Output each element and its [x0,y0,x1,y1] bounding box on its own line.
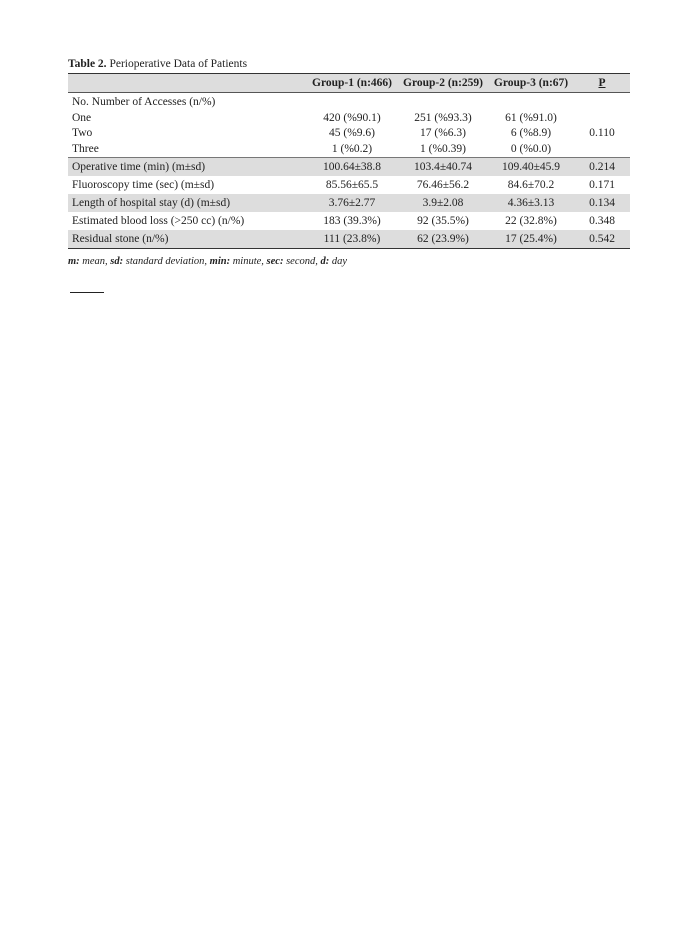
cell-group-2: 76.46±56.2 [416,179,470,191]
table-row [68,194,630,212]
table-footnote [68,255,630,269]
table-caption [68,56,630,72]
cell-group-1: 183 (39.3%) [323,215,381,227]
cell-group-1: 100.64±38.8 [306,158,398,177]
row-label: Two [72,127,93,139]
accesses-title: No. Number of Accesses (n/%) [72,96,216,108]
footnote-desc: standard deviation, [123,256,210,267]
cell-group-2: 92 (35.5%) [417,215,469,227]
table-row [68,142,630,158]
header-group-2: Group-2 (n:259) [398,74,488,93]
row-label: Fluoroscopy time (sec) (m±sd) [72,179,215,191]
cell-p: 0.214 [574,158,630,177]
row-label: Estimated blood loss (>250 cc) (n/%) [72,215,245,227]
cell-group-3: 22 (32.8%) [505,215,557,227]
table-row [68,230,630,249]
footnote-desc: second, [283,256,321,267]
footnote-desc: minute, [230,256,267,267]
cell-group-2: 3.9±2.08 [398,194,488,212]
cell-group-3: 6 (%8.9) [510,127,552,139]
table-block [68,56,630,269]
footnote-abbr: sec: [266,256,284,267]
cell-group-2: 62 (23.9%) [398,230,488,249]
cell-group-3: 109.40±45.9 [488,158,574,177]
cell-group-3: 61 (%91.0) [505,111,557,124]
header-row [68,74,630,93]
cell-group-1: 3.76±2.77 [306,194,398,212]
table-row [68,126,630,142]
cell-group-2: 103.4±40.74 [398,158,488,177]
footnote-separator-rule [70,292,104,293]
table-row [68,158,630,177]
cell-group-1: 85.56±65.5 [325,179,379,191]
header-group-3: Group-3 (n:67) [488,74,574,93]
cell-group-3: 84.6±70.2 [507,179,555,191]
header-p [574,74,630,93]
caption-text: Perioperative Data of Patients [106,58,248,70]
cell-group-3: 4.36±3.13 [488,194,574,212]
cell-p: 0.171 [589,179,615,191]
table-row [68,212,630,230]
footnote-abbr: sd: [110,256,124,267]
cell-group-1: 420 (%90.1) [323,111,381,124]
row-label: Residual stone (n/%) [68,230,306,249]
footnote-abbr: m: [68,256,80,267]
header-p-label: P [598,77,606,89]
header-blank [68,74,306,93]
row-label: Three [72,142,99,155]
footnote-abbr: min: [209,256,231,267]
cell-p: 0.542 [574,230,630,249]
cell-group-2: 251 (%93.3) [414,111,472,124]
row-label: One [72,111,92,124]
cell-group-3: 17 (25.4%) [488,230,574,249]
perioperative-table [68,73,630,249]
cell-group-2: 1 (%0.39) [420,142,466,155]
cell-group-1: 111 (23.8%) [306,230,398,249]
footnote-desc: day [329,256,348,267]
cell-group-1: 45 (%9.6) [329,127,375,139]
cell-p: 0.134 [574,194,630,212]
cell-p-accesses: 0.110 [589,127,615,139]
cell-group-2: 17 (%6.3) [420,127,466,139]
header-group-1: Group-1 (n:466) [306,74,398,93]
row-label: Length of hospital stay (d) (m±sd) [68,194,306,212]
footnote-desc: mean, [79,256,111,267]
caption-label: Table 2. [68,58,107,70]
cell-p: 0.348 [589,215,615,227]
cell-group-1: 1 (%0.2) [331,142,373,155]
row-label: Operative time (min) (m±sd) [68,158,306,177]
table-row [68,176,630,194]
cell-group-3: 0 (%0.0) [510,142,552,155]
accesses-title-row [68,93,630,111]
table-row [68,111,630,127]
footnote-abbr: d: [320,256,330,267]
